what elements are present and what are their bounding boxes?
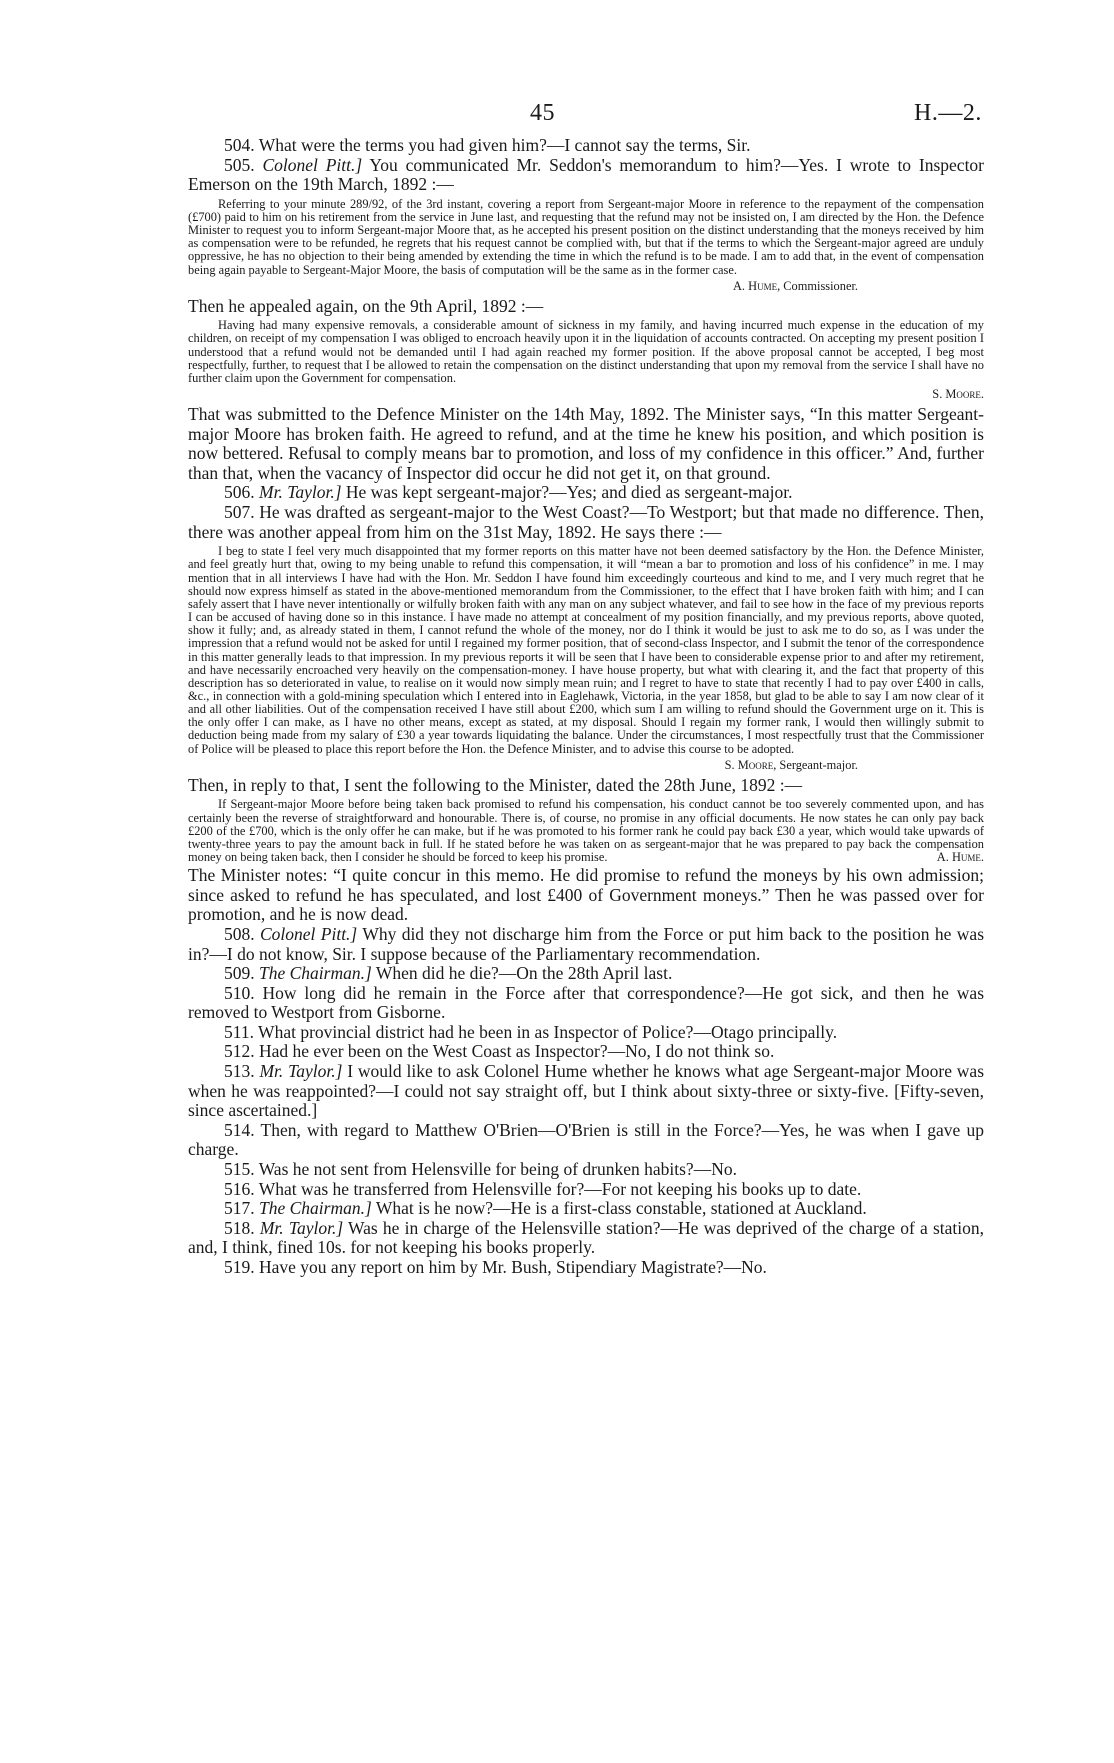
quoted-document bbox=[188, 545, 984, 756]
question-512 bbox=[188, 1042, 984, 1062]
question-517 bbox=[188, 1199, 984, 1219]
paragraph-text: What provincial district had he been in as Inspector of Police?—Otago principally. bbox=[258, 1021, 838, 1042]
paragraph-text: What is he now?—He is a first-class constable, stationed at Auckland. bbox=[375, 1198, 867, 1219]
quoted-text: I beg to state I feel very much disappointed that my former reports on this matter have not been deemed satisfactory by the Hon. the Defence Minister, and feel greatly hurt that, owing to my being unable to refund this compensation, it will “mean a bar to promotion and loss of his confidence” in me. I may mention that in all interviews I have had with the Hon. Mr. Seddon I have found him exceedingly courteous and kind to me, and I very much regret that he should now express himself as stated in the above-mentioned memorandum from the Commissioner, to the effect that I have broken faith with him; and I can safely assert that I have never intentionally or wilfully broken faith with any man on any subject whatever, and fail to see how in the face of my previous reports I can be accused of having done so in this instance. I have made no attempt at concealment of my position financially, and my previous reports, above quoted, show it fully; and, as already stated in them, I cannot refund the whole of the money, nor do I think it would be just to ask me to do so, as I was under the impression that a refund would not be asked for until I regained my former position, that of second-class Inspector, and I submit the tenor of the correspondence in this matter generally leads to that impression. In my previous reports it will be seen that I have been to considerable expense prior to and after my retirement, and have necessarily encroached very heavily on the compensation-money. I have house property, but what with clearing it, and the fact that property of this description has so deteriorated in value, to realise on it would now simply mean ruin; and I regret to have to state that recently I had to pay over £400 in calls, &c., in connection with a gold-mining speculation which I entered into in Eaglehawk, Victoria, in the year 1858, but glad to be able to say I am now clear of it and all other liabilities. Out of the compensation received I have still about £200, which sum I am willing to refund should the Government urge on it. This is the only offer I can make, as I have no other means, except as stated, at my disposal. Should I regain my former rank, I would then willingly submit to deduction being made from my salary of £30 a year towards liquidating the balance. Under the circumstances, I most respectfully trust that the Commissioner of Police will be pleased to place this report before the Hon. the Defence Minister, and to advise this course to be adopted. bbox=[188, 544, 984, 756]
question-505 bbox=[188, 156, 984, 195]
question-number: 508. bbox=[224, 923, 255, 944]
quoted-document bbox=[188, 319, 984, 385]
quoted-document bbox=[188, 198, 984, 277]
paragraph-text: You communicated Mr. Seddon's memorandum to him?—Yes. I wrote to Inspector Emerson on the 19th March, 1892 :— bbox=[188, 154, 985, 195]
testimony-paragraph bbox=[188, 866, 984, 925]
question-508 bbox=[188, 925, 984, 964]
question-number: 511. bbox=[224, 1021, 254, 1042]
question-519 bbox=[188, 1258, 984, 1278]
speaker-name: The Chairman.] bbox=[259, 1198, 372, 1219]
signature-title: Commissioner. bbox=[783, 278, 858, 293]
signature-name: S. Moore, bbox=[724, 757, 777, 772]
question-509 bbox=[188, 964, 984, 984]
question-number: 509. bbox=[224, 963, 255, 984]
speaker-name: The Chairman.] bbox=[259, 963, 372, 984]
paragraph-text: He was drafted as sergeant-major to the West Coast?—To Westport; but that made no difference. Then, there was another appeal from him on the 31st May, 1892. He says there :— bbox=[188, 502, 984, 542]
speaker-name: Mr. Taylor.] bbox=[259, 1217, 344, 1238]
paragraph-text: Was he not sent from Helensville for being of drunken habits?—No. bbox=[258, 1159, 737, 1180]
paragraph-text: Then, in reply to that, I sent the following to the Minister, dated the 28th June, 1892 :— bbox=[188, 774, 803, 795]
paragraph-text: When did he die?—On the 28th April last. bbox=[375, 963, 673, 984]
question-number: 507. bbox=[224, 502, 255, 523]
question-number: 513. bbox=[224, 1061, 255, 1082]
question-513 bbox=[188, 1062, 984, 1121]
question-514 bbox=[188, 1121, 984, 1160]
paragraph-text: How long did he remain in the Force after that correspondence?—He got sick, and then he was removed to Westport from Gisborne. bbox=[188, 982, 985, 1023]
signature-line bbox=[188, 279, 984, 293]
quoted-text: Having had many expensive removals, a considerable amount of sickness in my family, and having incurred much expense in the education of my children, on receipt of my compensation I was obliged to encroach heavily upon it in the liquidation of accounts contracted. On accepting my present position I understood that a refund would not be demanded until I had again reached my former position. If the above proposal cannot be accepted, I beg most respectfully, further, to request that I be allowed to retain the compensation on the distinct understanding that upon my removal from the service I shall have no further claim upon the Government for compensation. bbox=[188, 318, 984, 385]
speaker-name: Colonel Pitt.] bbox=[260, 923, 358, 944]
question-number: 515. bbox=[224, 1159, 255, 1180]
question-number: 506. bbox=[224, 482, 255, 503]
paragraph-text: Have you any report on him by Mr. Bush, Stipendiary Magistrate?—No. bbox=[259, 1257, 767, 1277]
signature-line bbox=[188, 758, 984, 772]
question-515 bbox=[188, 1160, 984, 1180]
quoted-text: Referring to your minute 289/92, of the 3rd instant, covering a report from Sergeant-major Moore in reference to the repayment of the compensation (£700) paid to him on his retirement from the service in June last, and requesting that the refund may not be insisted on, I am directed by the Hon. the Defence Minister to request you to inform Sergeant-major Moore that, as he accepted his present position on the distinct understanding that the moneys received by him as compensation were to be refunded, he regrets that his request cannot be complied with, but that if the terms to which the Sergeant-major agreed are unduly oppressive, he has no objection to their being amended by extending the time in which the refund is to be made. I am to add that, in the event of compensation being again payable to Sergeant-Major Moore, the basis of computation will be the same as in the former case. bbox=[188, 196, 984, 277]
question-number: 505. bbox=[224, 154, 255, 175]
page-number: 45 bbox=[530, 100, 555, 126]
question-504 bbox=[188, 136, 984, 156]
paragraph-text: Then he appealed again, on the 9th April, 1892 :— bbox=[188, 295, 544, 316]
question-number: 519. bbox=[224, 1257, 255, 1277]
question-507 bbox=[188, 503, 984, 542]
question-516 bbox=[188, 1180, 984, 1200]
signature-name: S. Moore. bbox=[932, 387, 984, 402]
paragraph-text: What was he transferred from Helensville for?—For not keeping his books up to date. bbox=[258, 1178, 862, 1199]
question-number: 517. bbox=[224, 1198, 255, 1219]
signature-title: Sergeant-major. bbox=[779, 757, 858, 772]
question-518 bbox=[188, 1219, 984, 1258]
quoted-document bbox=[188, 798, 984, 864]
paragraph-text: Had he ever been on the West Coast as Inspector?—No, I do not think so. bbox=[259, 1041, 775, 1062]
paragraph-text: That was submitted to the Defence Minister on the 14th May, 1892. The Minister says, “In this matter Sergeant-major Moore has broken faith. He agreed to refund, and at the time he knew his position, and which position is now bettered. Refusal to comply means bar to promotion, and loss of my confidence in this officer.” And, further than that, when the vacancy of Inspector did occur he did not get it, on that ground. bbox=[188, 404, 984, 483]
question-510 bbox=[188, 984, 984, 1023]
speaker-name: Mr. Taylor.] bbox=[259, 482, 342, 503]
paragraph-text: I would like to ask Colonel Hume whether he knows what age Sergeant-major Moore was when he was reappointed?—I could not say straight off, but I think about sixty-three or sixty-five. [Fifty-seven, since ascertained.] bbox=[188, 1061, 985, 1121]
testimony-paragraph bbox=[188, 405, 984, 483]
question-number: 514. bbox=[224, 1119, 255, 1140]
testimony-paragraph bbox=[188, 776, 984, 796]
paragraph-text: Why did they not discharge him from the Force or put him back to the position he was in?—I do not know, Sir. I suppose because of the Parliamentary recommendation. bbox=[188, 923, 984, 964]
speaker-name: Mr. Taylor.] bbox=[259, 1061, 343, 1082]
question-number: 516. bbox=[224, 1178, 255, 1199]
speaker-name: Colonel Pitt.] bbox=[262, 154, 363, 175]
paragraph-text: He was kept sergeant-major?—Yes; and died as sergeant-major. bbox=[345, 482, 793, 503]
question-number: 512. bbox=[224, 1041, 255, 1062]
question-number: 510. bbox=[224, 982, 255, 1003]
document-reference: H.—2. bbox=[914, 100, 982, 126]
question-506 bbox=[188, 483, 984, 503]
quoted-text: If Sergeant-major Moore before being taken back promised to refund his compensation, his conduct cannot be too severely commented upon, and has certainly been the reverse of straightforward and honourable. There is, of course, no promise in any official documents. He now states he can only pay back £200 of the £700, which is the only offer he can make, but if he was promoted to his former rank he could pay back £30 a year, which would take upwards of twenty-three years to pay the amount back in full. If he stated before he was taken on as sergeant-major that he was prepared to pay back the compensation money on being taken back, then I consider he should be forced to keep his promise. bbox=[188, 797, 984, 864]
paragraph-text: Then, with regard to Matthew O'Brien—O'Brien is still in the Force?—Yes, he was when I gave up charge. bbox=[188, 1119, 985, 1160]
paragraph-text: Was he in charge of the Helensville station?—He was deprived of the charge of a station, and, I think, fined 10s. for not keeping his books properly. bbox=[188, 1217, 984, 1258]
signature: A. Hume. bbox=[936, 849, 984, 864]
evidence-body bbox=[188, 136, 984, 1278]
signature-line bbox=[188, 387, 984, 401]
signature-name: A. Hume, bbox=[732, 278, 781, 293]
question-511 bbox=[188, 1023, 984, 1043]
question-number: 518. bbox=[224, 1217, 255, 1238]
paragraph-text: The Minister notes: “I quite concur in this memo. He did promise to refund the moneys by his own admission; since asked to refund he has speculated, and lost £400 of Government moneys.” Then he was passed over for promotion, and he is now dead. bbox=[188, 865, 984, 925]
testimony-paragraph bbox=[188, 297, 984, 317]
paragraph-text: What were the terms you had given him?—I cannot say the terms, Sir. bbox=[258, 135, 751, 155]
question-number: 504. bbox=[224, 135, 255, 155]
